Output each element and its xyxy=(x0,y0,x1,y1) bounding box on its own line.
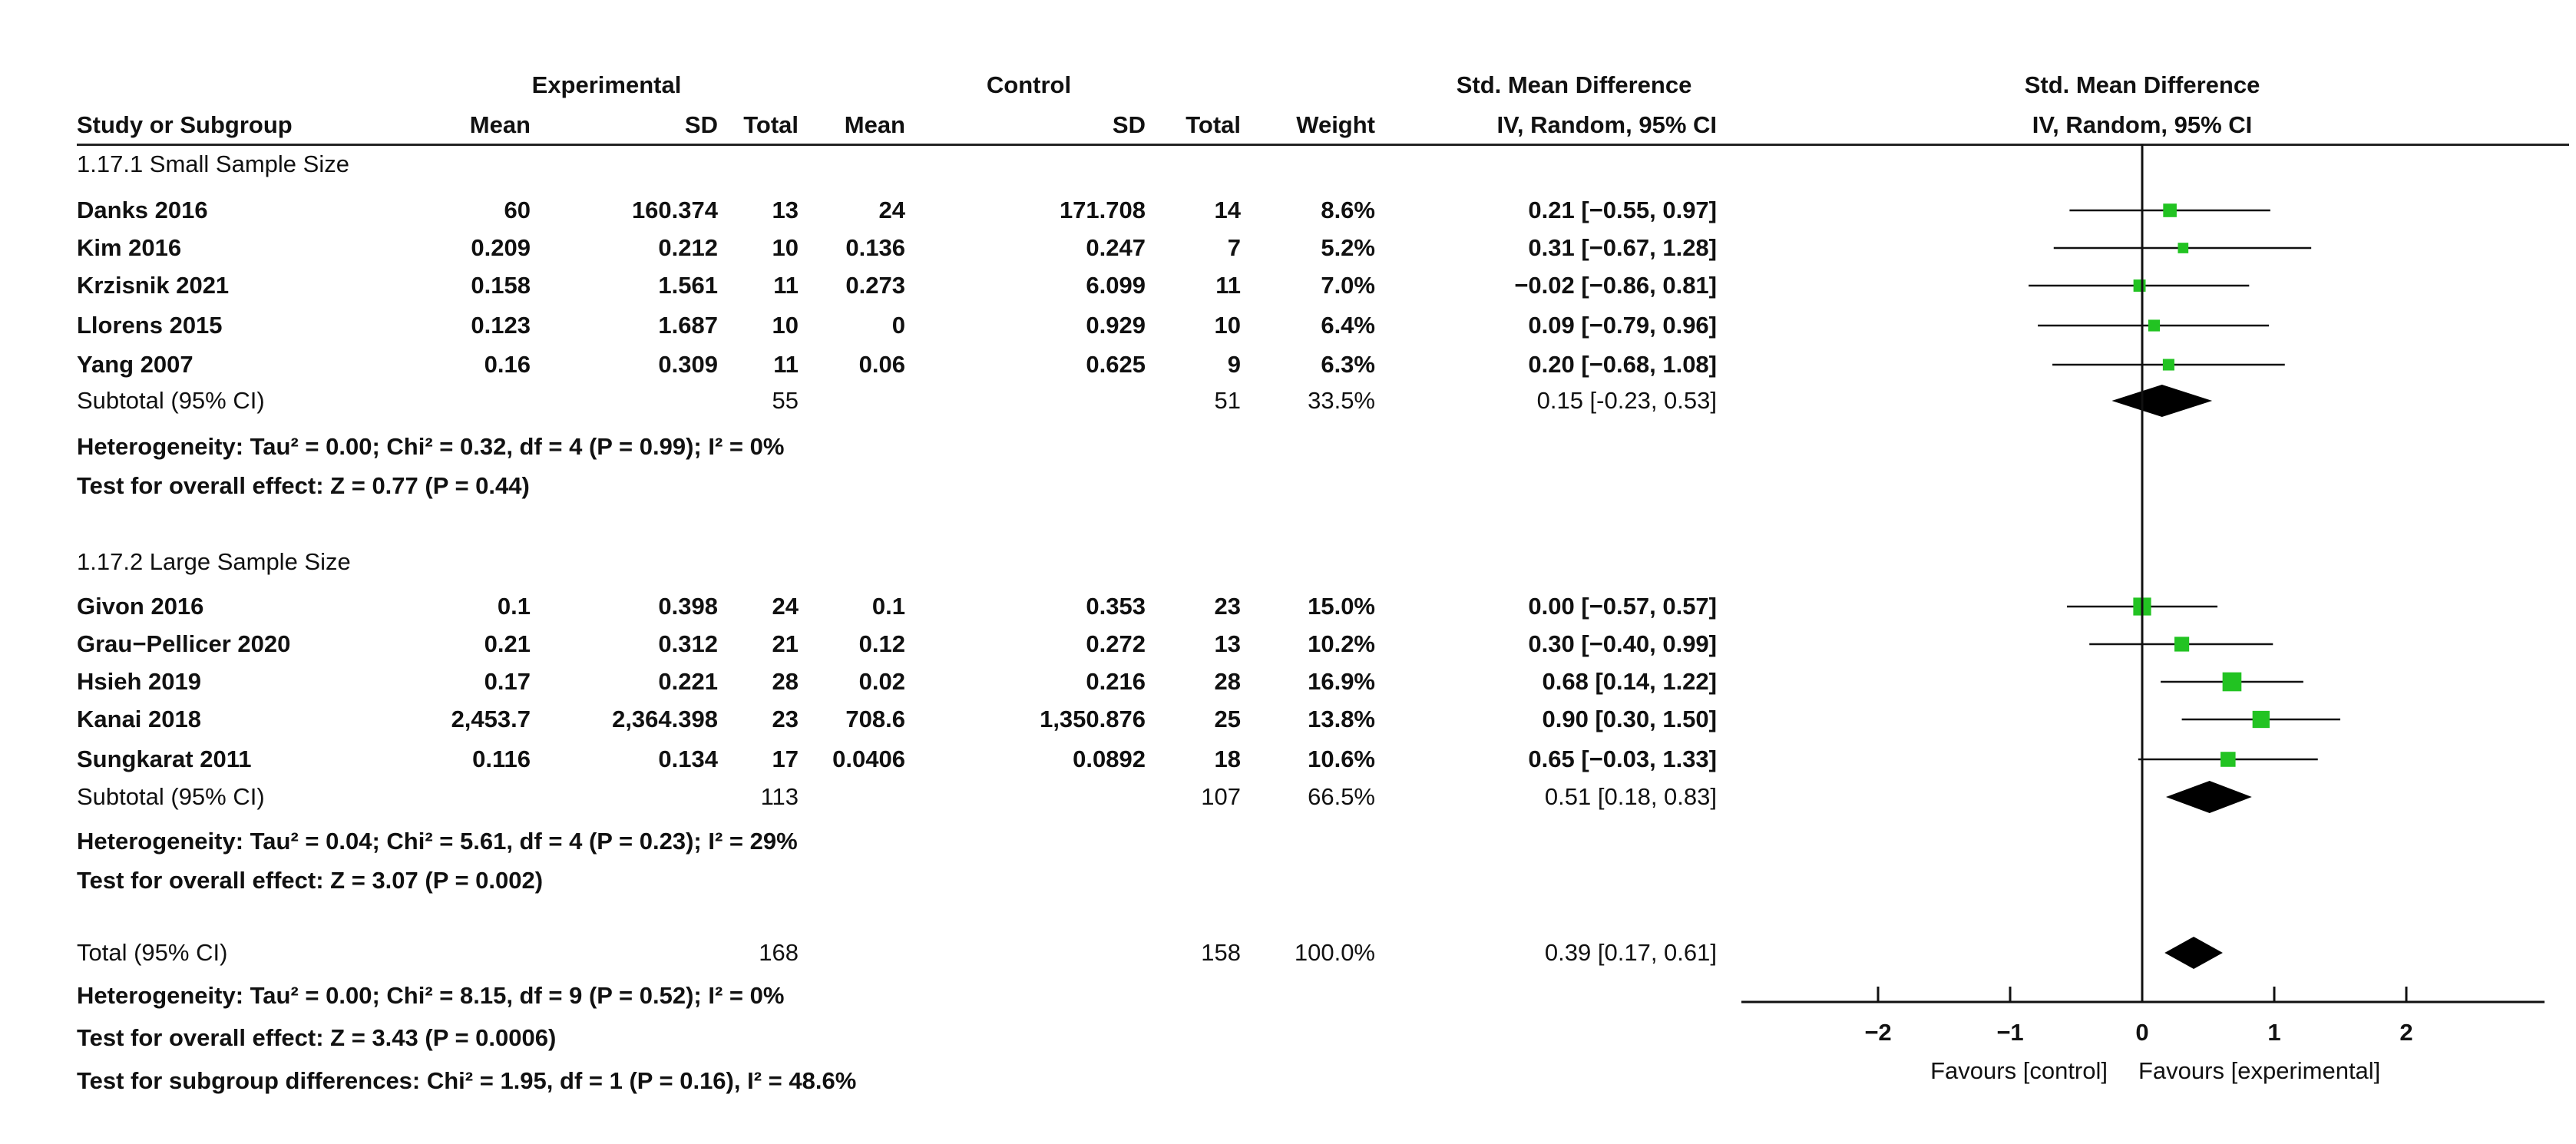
study-name: Kim 2016 xyxy=(77,234,182,261)
col-header-exp-total: Total xyxy=(743,111,799,138)
effect-marker xyxy=(2178,243,2188,253)
study-ctrl-sd: 171.708 xyxy=(1059,197,1146,223)
study-ctrl-total: 23 xyxy=(1214,593,1241,620)
subtotal-exp-total: 113 xyxy=(760,783,799,810)
study-name: Sungkarat 2011 xyxy=(77,746,252,772)
effect-marker xyxy=(2223,673,2242,692)
study-weight: 15.0% xyxy=(1308,593,1375,620)
study-weight: 13.8% xyxy=(1308,706,1375,732)
study-ctrl-total: 9 xyxy=(1227,351,1241,378)
study-ctrl-sd: 0.247 xyxy=(1086,234,1146,261)
study-ci-text: 0.00 [−0.57, 0.57] xyxy=(1528,593,1717,620)
study-ctrl-mean: 708.6 xyxy=(845,706,905,732)
study-weight: 16.9% xyxy=(1308,668,1375,695)
study-exp-total: 24 xyxy=(772,593,799,620)
study-name: Grau−Pellicer 2020 xyxy=(77,630,291,657)
study-ctrl-sd: 0.353 xyxy=(1086,593,1146,620)
study-ctrl-sd: 6.099 xyxy=(1086,272,1146,299)
total-exp-total: 168 xyxy=(759,939,799,966)
x-tick-label: −1 xyxy=(1996,1019,2024,1046)
study-weight: 8.6% xyxy=(1321,197,1375,223)
subtotal-label: Subtotal (95% CI) xyxy=(77,387,265,414)
study-ctrl-sd: 1,350.876 xyxy=(1040,706,1146,732)
study-weight: 6.3% xyxy=(1321,351,1375,378)
study-exp-sd: 0.212 xyxy=(658,234,718,261)
study-ctrl-total: 13 xyxy=(1214,630,1241,657)
study-exp-total: 17 xyxy=(772,746,799,772)
subtotal-exp-total: 55 xyxy=(772,387,799,414)
study-exp-mean: 0.16 xyxy=(484,351,531,378)
x-tick-label: 2 xyxy=(2399,1019,2413,1046)
total-heterogeneity: Heterogeneity: Tau² = 0.00; Chi² = 8.15, df = 9 (P = 0.52); I² = 0% xyxy=(77,982,785,1009)
study-ctrl-total: 14 xyxy=(1214,197,1241,223)
subgroup-overall-effect: Test for overall effect: Z = 0.77 (P = 0.44) xyxy=(77,472,530,499)
study-exp-mean: 0.116 xyxy=(472,746,531,772)
study-exp-mean: 0.158 xyxy=(471,272,531,299)
effect-marker xyxy=(2253,711,2270,728)
study-exp-mean: 0.209 xyxy=(471,234,531,261)
subtotal-ctrl-total: 51 xyxy=(1214,387,1241,414)
study-exp-sd: 0.309 xyxy=(658,351,718,378)
study-name: Krzisnik 2021 xyxy=(77,272,230,299)
study-ctrl-sd: 0.216 xyxy=(1086,668,1146,695)
favours-control-label: Favours [control] xyxy=(1930,1057,2108,1084)
x-tick-label: −2 xyxy=(1864,1019,1892,1046)
study-exp-total: 23 xyxy=(772,706,799,732)
favours-experimental-label: Favours [experimental] xyxy=(2138,1057,2381,1084)
effect-marker xyxy=(2221,752,2236,767)
study-exp-total: 11 xyxy=(773,351,799,378)
col-study: Study or Subgroup xyxy=(77,111,293,138)
study-exp-total: 13 xyxy=(772,197,799,223)
total-ci: 0.39 [0.17, 0.61] xyxy=(1544,939,1717,966)
col-header-exp-mean: Mean xyxy=(469,111,531,138)
subtotal-diamond xyxy=(2166,781,2252,813)
total-overall-effect: Test for overall effect: Z = 3.43 (P = 0.0006) xyxy=(77,1024,557,1051)
study-ctrl-total: 28 xyxy=(1214,668,1241,695)
study-ci-text: 0.65 [−0.03, 1.33] xyxy=(1528,746,1717,772)
study-ctrl-mean: 0.12 xyxy=(858,630,905,657)
study-ctrl-sd: 0.0892 xyxy=(1073,746,1146,772)
study-ctrl-mean: 0.273 xyxy=(845,272,905,299)
subgroup-differences: Test for subgroup differences: Chi² = 1.95, df = 1 (P = 0.16), I² = 48.6% xyxy=(77,1067,857,1094)
col-header-ctrl-total: Total xyxy=(1185,111,1241,138)
col-header-ci-text: IV, Random, 95% CI xyxy=(1496,111,1717,138)
study-weight: 6.4% xyxy=(1321,312,1375,339)
study-weight: 7.0% xyxy=(1321,272,1375,299)
subtotal-label: Subtotal (95% CI) xyxy=(77,783,265,810)
study-exp-total: 10 xyxy=(772,234,799,261)
study-exp-total: 21 xyxy=(772,630,799,657)
study-exp-total: 10 xyxy=(772,312,799,339)
study-ctrl-mean: 0.0406 xyxy=(832,746,905,772)
study-ci-text: 0.30 [−0.40, 0.99] xyxy=(1528,630,1717,657)
col-header-weight: Weight xyxy=(1296,111,1375,138)
study-ci-text: 0.31 [−0.67, 1.28] xyxy=(1528,234,1717,261)
subtotal-diamond xyxy=(2111,385,2212,417)
study-name: Givon 2016 xyxy=(77,593,204,620)
total-diamond xyxy=(2164,937,2223,969)
study-exp-mean: 0.21 xyxy=(484,630,531,657)
study-exp-mean: 0.17 xyxy=(484,668,531,695)
study-ci-text: 0.20 [−0.68, 1.08] xyxy=(1528,351,1717,378)
study-exp-mean: 0.1 xyxy=(497,593,531,620)
study-ctrl-total: 18 xyxy=(1214,746,1241,772)
study-ctrl-mean: 0.06 xyxy=(858,351,905,378)
col-header-exp-sd: SD xyxy=(684,111,718,138)
study-name: Yang 2007 xyxy=(77,351,193,378)
study-ctrl-mean: 0.1 xyxy=(871,593,905,620)
plot-method: IV, Random, 95% CI xyxy=(2032,111,2253,138)
total-label: Total (95% CI) xyxy=(77,939,228,966)
header-smd-title: Std. Mean Difference xyxy=(1456,71,1692,98)
subgroup-heterogeneity: Heterogeneity: Tau² = 0.04; Chi² = 5.61, df = 4 (P = 0.23); I² = 29% xyxy=(77,828,798,855)
study-exp-sd: 160.374 xyxy=(631,197,718,223)
study-weight: 5.2% xyxy=(1321,234,1375,261)
study-exp-mean: 0.123 xyxy=(471,312,531,339)
study-exp-total: 11 xyxy=(773,272,799,299)
study-ctrl-sd: 0.272 xyxy=(1086,630,1146,657)
study-name: Kanai 2018 xyxy=(77,706,201,732)
study-name: Llorens 2015 xyxy=(77,312,223,339)
study-exp-sd: 0.398 xyxy=(658,593,718,620)
study-exp-sd: 0.134 xyxy=(658,746,718,772)
study-ctrl-mean: 0 xyxy=(891,312,905,339)
study-ctrl-mean: 24 xyxy=(878,197,905,223)
subgroup-label: 1.17.2 Large Sample Size xyxy=(77,548,351,575)
header-control: Control xyxy=(986,71,1072,98)
subtotal-weight: 66.5% xyxy=(1308,783,1375,810)
effect-marker xyxy=(2163,359,2174,370)
subtotal-ctrl-total: 107 xyxy=(1201,783,1241,810)
study-exp-sd: 2,364.398 xyxy=(612,706,718,732)
study-ctrl-total: 25 xyxy=(1214,706,1241,732)
col-header-ctrl-mean: Mean xyxy=(844,111,905,138)
subtotal-ci: 0.51 [0.18, 0.83] xyxy=(1544,783,1717,810)
study-name: Danks 2016 xyxy=(77,197,208,223)
study-ctrl-total: 11 xyxy=(1215,272,1241,299)
col-header-ctrl-sd: SD xyxy=(1112,111,1146,138)
study-ci-text: 0.90 [0.30, 1.50] xyxy=(1542,706,1717,732)
subgroup-overall-effect: Test for overall effect: Z = 3.07 (P = 0.002) xyxy=(77,867,544,894)
effect-marker xyxy=(2134,279,2146,292)
study-exp-sd: 1.687 xyxy=(658,312,718,339)
total-weight: 100.0% xyxy=(1294,939,1375,966)
study-exp-mean: 60 xyxy=(504,197,531,223)
study-ctrl-sd: 0.929 xyxy=(1086,312,1146,339)
study-weight: 10.2% xyxy=(1308,630,1375,657)
effect-marker xyxy=(2163,203,2177,217)
study-ctrl-total: 10 xyxy=(1214,312,1241,339)
total-ctrl-total: 158 xyxy=(1201,939,1241,966)
effect-marker xyxy=(2174,636,2189,651)
plot-title: Std. Mean Difference xyxy=(2024,71,2260,98)
subgroup-label: 1.17.1 Small Sample Size xyxy=(77,150,349,177)
study-ctrl-mean: 0.136 xyxy=(845,234,905,261)
study-name: Hsieh 2019 xyxy=(77,668,201,695)
study-ci-text: 0.21 [−0.55, 0.97] xyxy=(1528,197,1717,223)
subgroup-heterogeneity: Heterogeneity: Tau² = 0.00; Chi² = 0.32, df = 4 (P = 0.99); I² = 0% xyxy=(77,433,785,460)
study-ci-text: −0.02 [−0.86, 0.81] xyxy=(1514,272,1717,299)
effect-marker xyxy=(2148,319,2160,331)
study-weight: 10.6% xyxy=(1308,746,1375,772)
study-ctrl-sd: 0.625 xyxy=(1086,351,1146,378)
x-tick-label: 1 xyxy=(2267,1019,2281,1046)
study-exp-mean: 2,453.7 xyxy=(451,706,531,732)
study-exp-total: 28 xyxy=(772,668,799,695)
study-ci-text: 0.09 [−0.79, 0.96] xyxy=(1528,312,1717,339)
study-exp-sd: 0.221 xyxy=(658,668,718,695)
study-ci-text: 0.68 [0.14, 1.22] xyxy=(1542,668,1717,695)
study-exp-sd: 0.312 xyxy=(658,630,718,657)
x-tick-label: 0 xyxy=(2135,1019,2149,1046)
study-ctrl-mean: 0.02 xyxy=(858,668,905,695)
study-ctrl-total: 7 xyxy=(1227,234,1241,261)
subtotal-weight: 33.5% xyxy=(1308,387,1375,414)
study-exp-sd: 1.561 xyxy=(658,272,718,299)
subtotal-ci: 0.15 [-0.23, 0.53] xyxy=(1536,387,1717,414)
header-experimental: Experimental xyxy=(531,71,682,98)
